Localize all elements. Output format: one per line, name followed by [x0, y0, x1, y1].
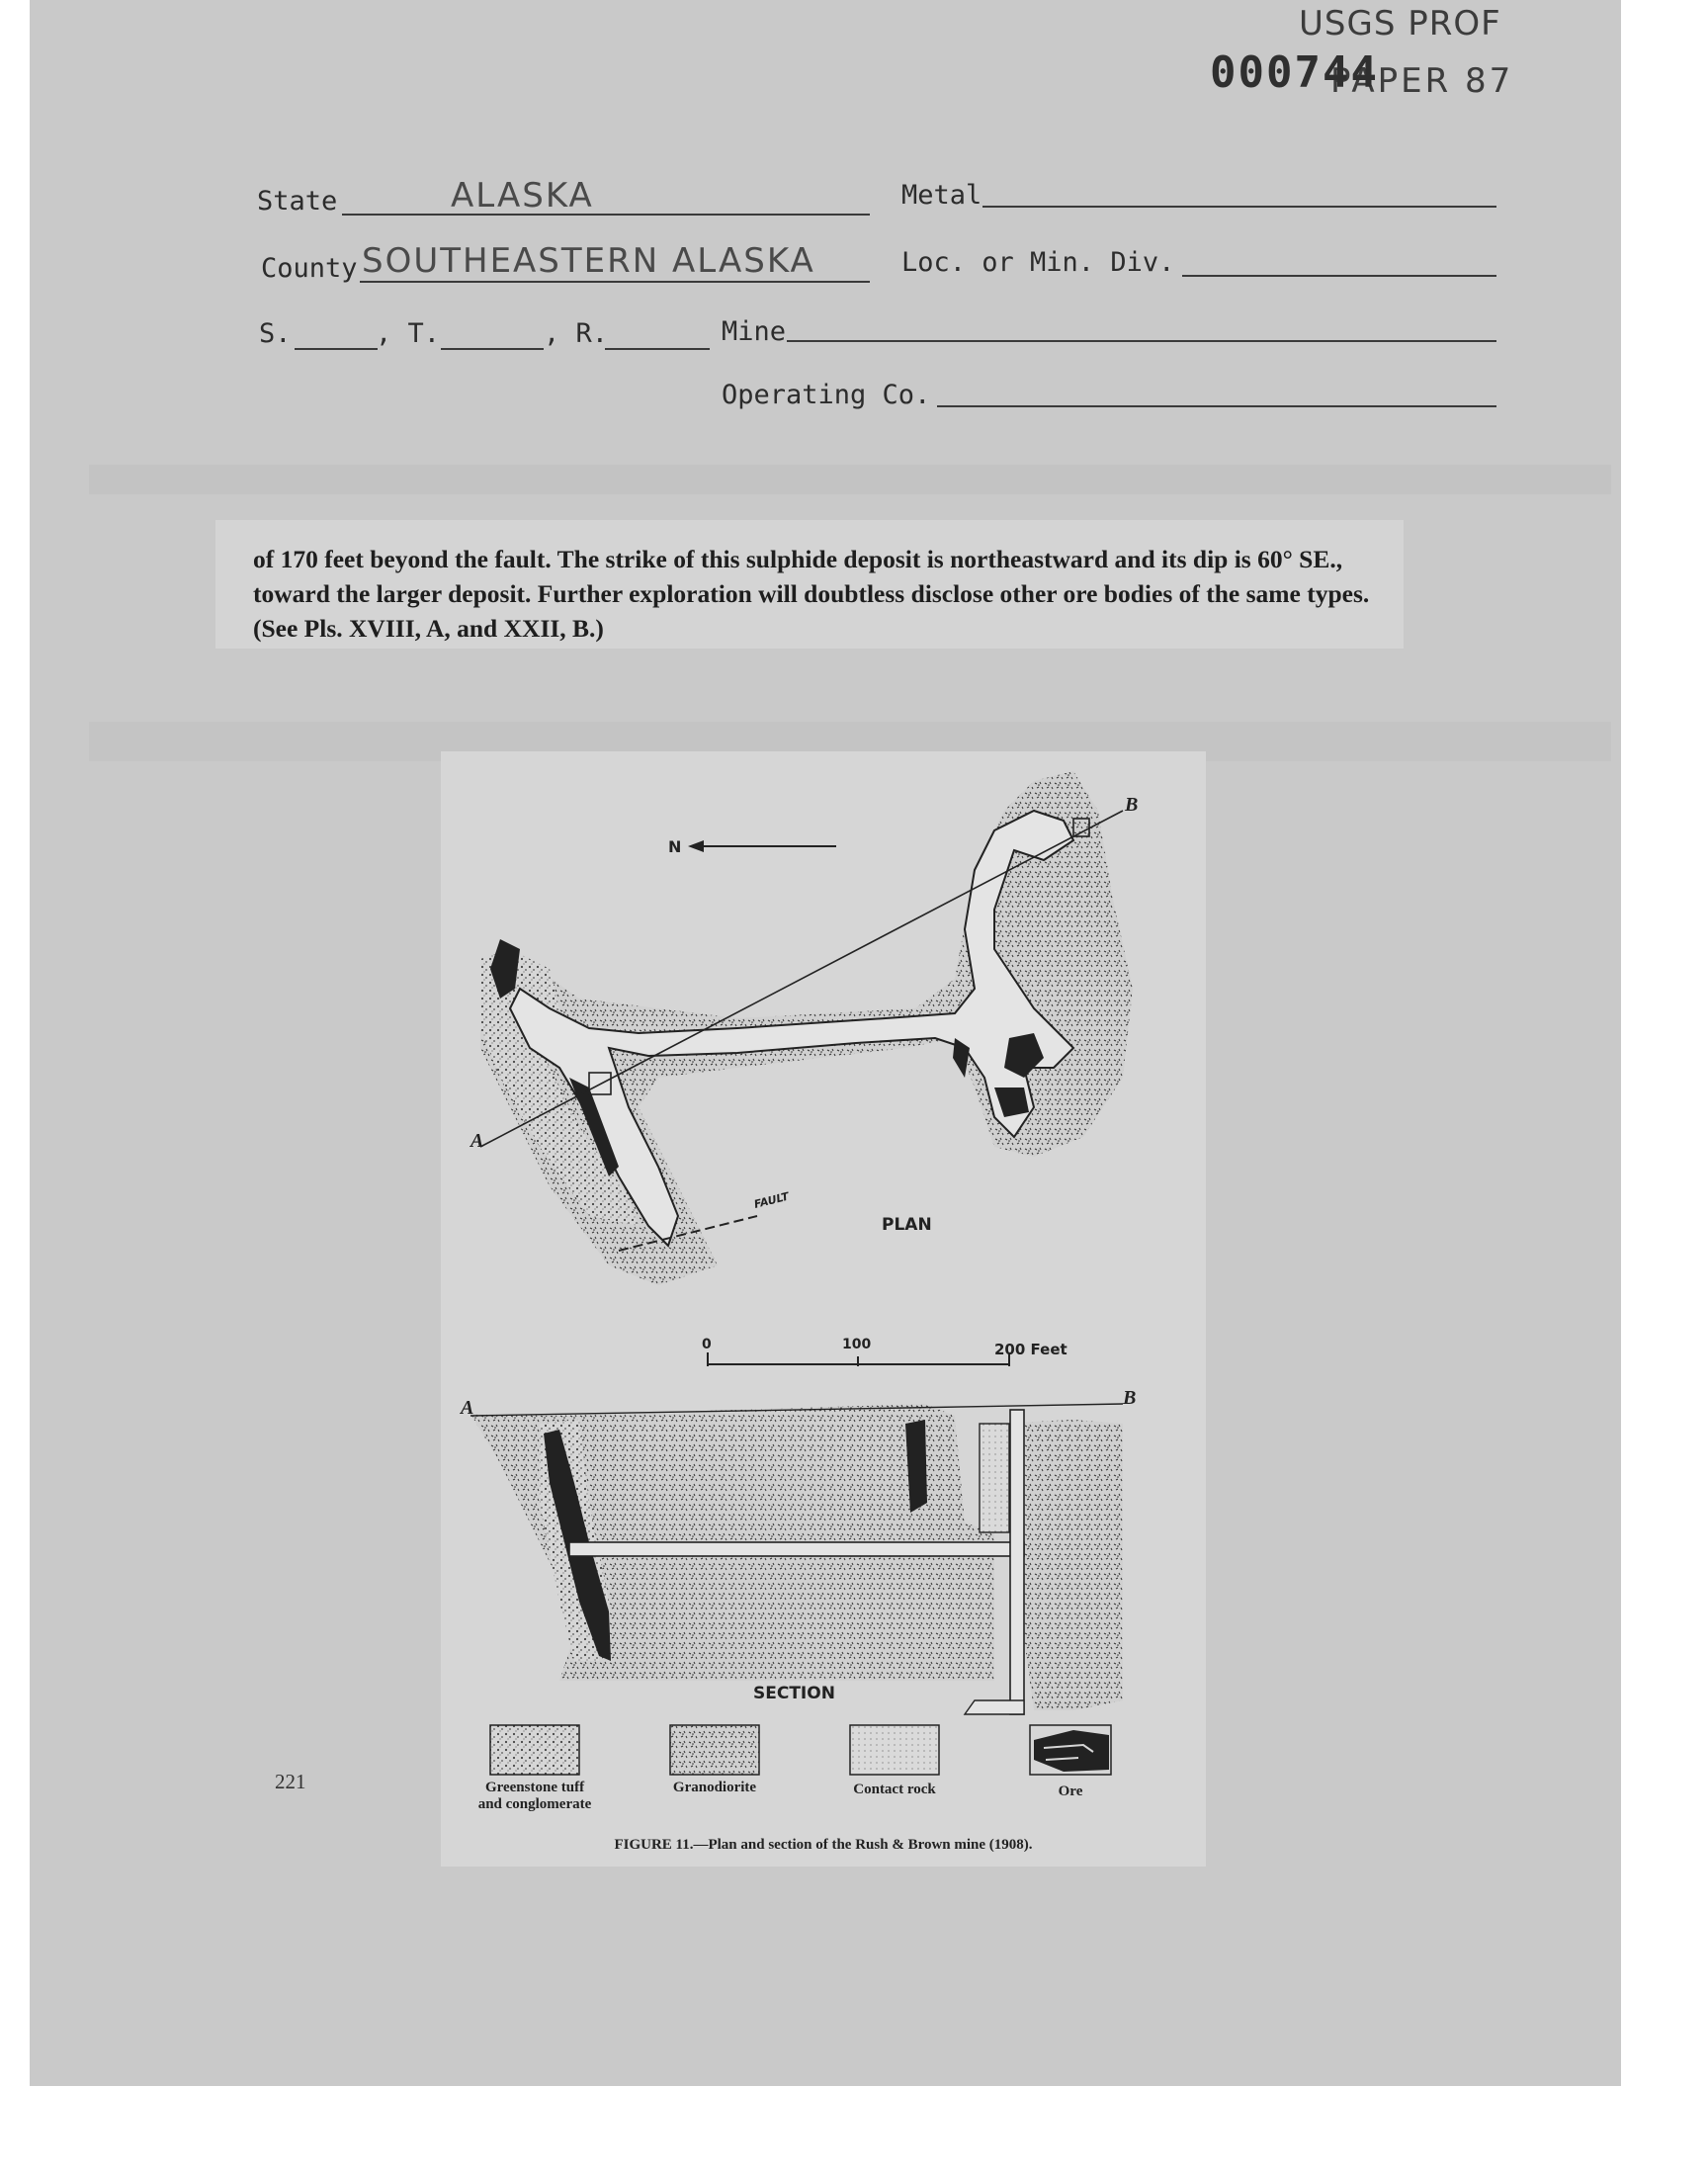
- metal-label: Metal: [901, 180, 982, 211]
- north-label: N: [668, 837, 682, 856]
- plan-and-section-diagram: [441, 751, 1206, 1867]
- legend-label-contact: Contact rock: [853, 1782, 936, 1797]
- mine-figure: [441, 751, 1206, 1867]
- range-field-line[interactable]: [605, 348, 710, 350]
- scale-100-label: 100: [842, 1337, 872, 1352]
- legend-label-tuff-1: Greenstone tuff: [484, 1780, 585, 1795]
- loc-label: Loc. or Min. Div.: [901, 247, 1175, 278]
- section-point-b: B: [1123, 1387, 1137, 1409]
- section-point-a: A: [461, 1397, 474, 1419]
- section-shaft-bottom: [965, 1700, 1024, 1714]
- section-contact-rock: [980, 1424, 1009, 1532]
- scale-0-label: 0: [702, 1337, 712, 1352]
- section-adit: [569, 1542, 1024, 1556]
- legend-swatch-granodiorite: [670, 1725, 759, 1775]
- county-field-line[interactable]: [360, 281, 870, 283]
- legend-label-granodiorite: Granodiorite: [672, 1780, 757, 1795]
- legend-swatch-tuff: [490, 1725, 579, 1775]
- publication-label: USGS PROF: [1299, 4, 1501, 44]
- page-number: 221: [275, 1770, 306, 1793]
- scale-200-label: 200 Feet: [994, 1341, 1068, 1358]
- section-shaft: [1010, 1410, 1024, 1714]
- section-field-line[interactable]: [295, 348, 378, 350]
- paper-label: PAPER 87: [1330, 61, 1514, 101]
- north-arrow-head: [688, 840, 704, 852]
- plan-point-b: B: [1125, 794, 1139, 816]
- state-label: State: [257, 186, 338, 217]
- county-label: County: [261, 253, 358, 284]
- operating-co-field-line[interactable]: [937, 405, 1496, 407]
- range-label: , R.: [544, 318, 609, 349]
- figure-caption: FIGURE 11.—Plan and section of the Rush & Brown mine (1908).: [614, 1837, 1033, 1853]
- mine-label: Mine: [722, 316, 787, 347]
- stamp-number: 000744: [1210, 47, 1379, 98]
- section-label: S.: [259, 318, 292, 349]
- plan-label: PLAN: [882, 1215, 932, 1235]
- township-field-line[interactable]: [441, 348, 544, 350]
- section-label: SECTION: [753, 1684, 835, 1703]
- operating-co-label: Operating Co.: [722, 380, 931, 410]
- legend-label-tuff-2: and conglomerate: [477, 1796, 592, 1812]
- fault-label: FAULT: [752, 1189, 791, 1211]
- text-clipping: [215, 520, 1404, 649]
- mine-field-line[interactable]: [787, 340, 1496, 342]
- township-label: , T.: [376, 318, 441, 349]
- bleed-through-band: [89, 465, 1611, 494]
- state-value[interactable]: ALASKA: [451, 176, 594, 216]
- legend-label-ore: Ore: [1058, 1784, 1083, 1799]
- plan-point-a: A: [470, 1130, 484, 1152]
- metal-field-line[interactable]: [982, 206, 1496, 208]
- state-field-line[interactable]: [342, 214, 870, 216]
- legend-swatch-contact: [850, 1725, 939, 1775]
- county-value[interactable]: SOUTHEASTERN ALASKA: [362, 241, 815, 281]
- clipping-text: of 170 feet beyond the fault. The strike of this sulphide deposit is northeastward and its dip is 60° SE., toward the larger deposit. Further exploration will doubtless disclose other ore bodies of the same types. (See Pls. XVIII, A, and XXII, B.): [253, 545, 1370, 643]
- loc-field-line[interactable]: [1182, 275, 1496, 277]
